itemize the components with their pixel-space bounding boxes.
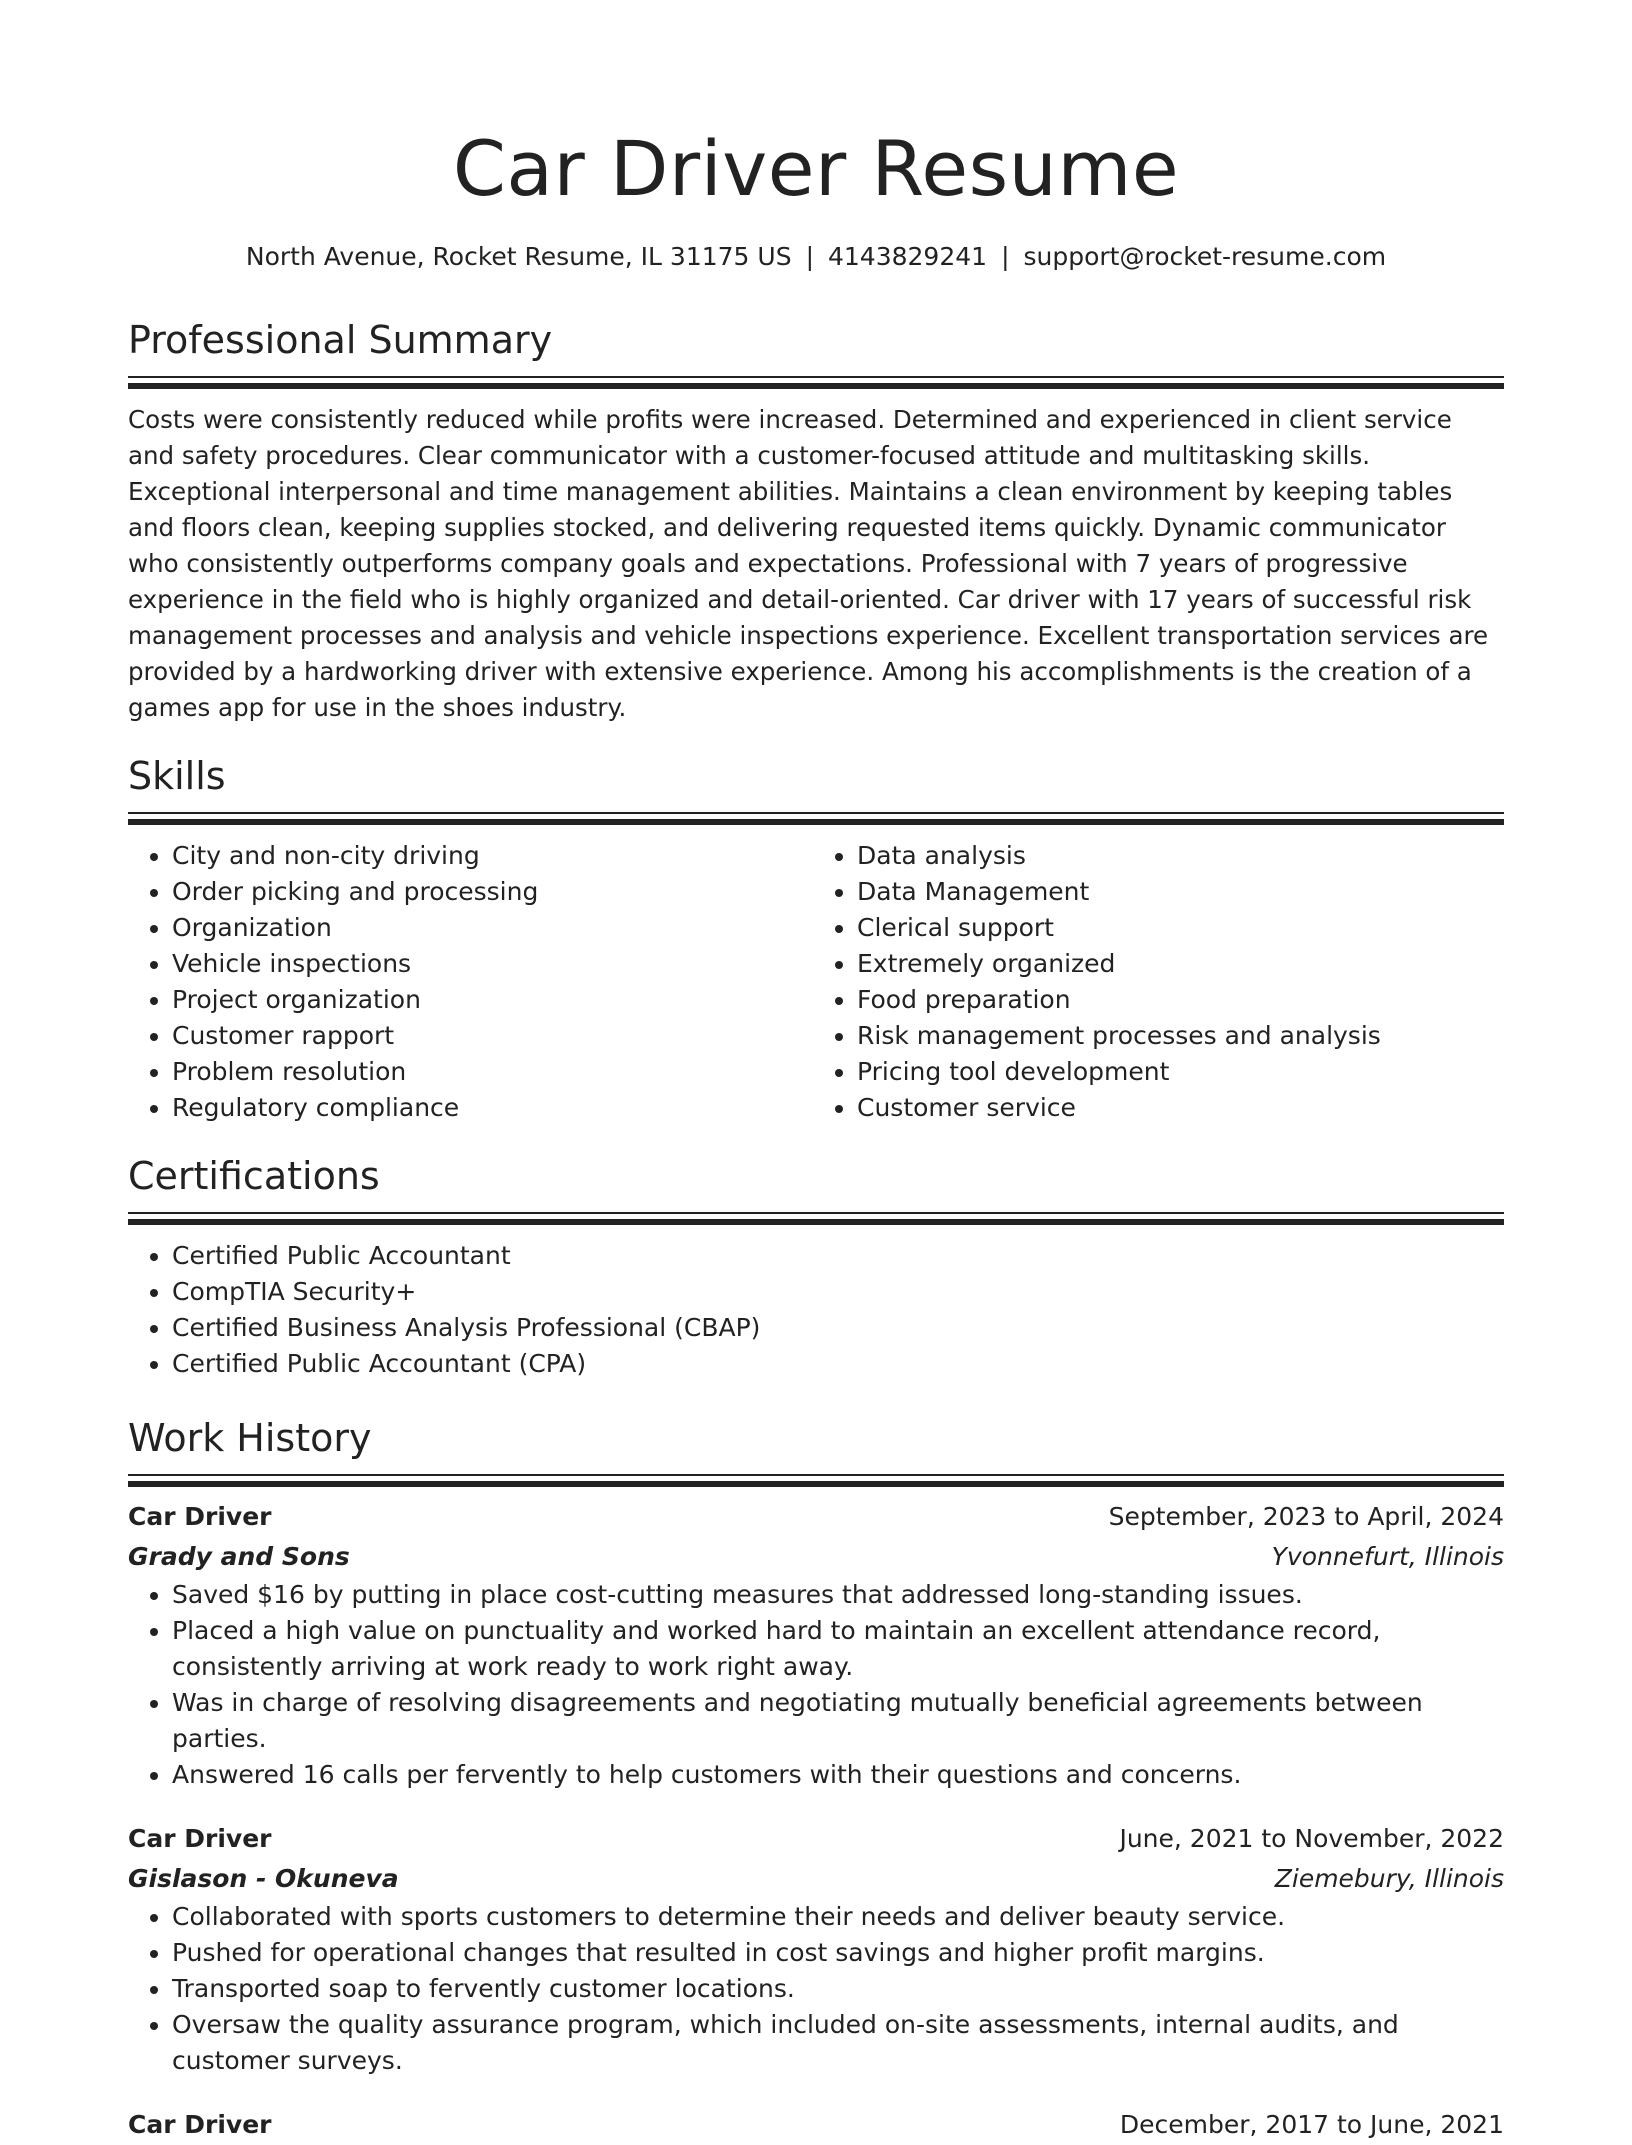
section-divider [128,376,1504,389]
contact-address: North Avenue, Rocket Resume, IL 31175 US [245,242,792,271]
list-item: • Pricing tool development [857,1054,1501,1090]
list-item: • Customer rapport [172,1018,816,1054]
job-bullets [128,1577,1504,1793]
contact-line [128,240,1504,274]
skills-columns [128,838,1504,1126]
contact-phone: 4143829241 [828,242,988,271]
list-item: • Pushed for operational changes that resulted in cost savings and higher profit margins. [172,1935,1504,1971]
contact-separator: | [805,242,814,271]
contact-separator: | [1001,242,1010,271]
list-item: • Saved $16 by putting in place cost-cutting measures that addressed long-standing issues. [172,1577,1504,1613]
job-company: Grady and Sons [128,1542,350,1571]
summary-section [128,316,1504,726]
list-item: • Order picking and processing [172,874,816,910]
contact-email[interactable]: support@rocket-resume.com [1023,242,1387,271]
job-title: Car Driver [128,2110,272,2139]
list-item: • Certified Public Accountant [172,1238,1504,1274]
job-dates: September, 2023 to April, 2024 [1108,1502,1504,1531]
job-entry [128,1819,1504,2079]
list-item: • Extremely organized [857,946,1501,982]
certifications-list [128,1238,1504,1382]
list-item: • Oversaw the quality assurance program, which included on-site assessments, internal audits, and customer surveys. [172,2007,1504,2079]
job-company: Gislason - Okuneva [128,1864,399,1893]
job-entry [128,2105,1504,2145]
list-item: • Was in charge of resolving disagreements and negotiating mutually beneficial agreements between parties. [172,1685,1504,1757]
job-header [128,2105,1504,2145]
job-bullets [128,1899,1504,2079]
section-divider [128,1212,1504,1225]
job-dates: December, 2017 to June, 2021 [1119,2110,1504,2139]
list-item: • CompTIA Security+ [172,1274,1504,1310]
certifications-heading: Certifications [128,1154,380,1198]
job-title: Car Driver [128,1824,272,1853]
list-item: • Problem resolution [172,1054,816,1090]
list-item: • Vehicle inspections [172,946,816,982]
job-location: Ziemebury, Illinois [1274,1864,1504,1893]
summary-heading: Professional Summary [128,318,553,362]
resume-title: Car Driver Resume [452,124,1180,213]
list-item: • Organization [172,910,816,946]
work-heading: Work History [128,1416,372,1460]
skills-heading: Skills [128,754,226,798]
job-dates: June, 2021 to November, 2022 [1119,1824,1504,1853]
summary-text: Costs were consistently reduced while profits were increased. Determined and experienced in client service and safety procedures. Clear communicator with a customer-focused attitude and multitasking skills. Exceptional interpersonal and time management abilities. Maintains a clean environment by keeping tables and floors clean, keeping supplies stocked, and delivering requested items quickly. Dynamic communicator who consistently outperforms company goals and expectations. Professional with 7 years of progressive experience in the field who is highly organized and detail-oriented. Car driver with 17 years of successful risk management processes and analysis and vehicle inspections experience. Excellent transportation services are provided by a hardworking driver with extensive experience. Among his accomplishments is the creation of a games app for use in the shoes industry. [128,405,1489,722]
list-item: • Certified Business Analysis Professional (CBAP) [172,1310,1504,1346]
list-item: • Risk management processes and analysis [857,1018,1501,1054]
job-subheader [128,1537,1504,1577]
job-header [128,1819,1504,1859]
job-location: Yvonnefurt, Illinois [1271,1542,1504,1571]
list-item: • Food preparation [857,982,1501,1018]
list-item: • Transported soap to fervently customer locations. [172,1971,1504,2007]
list-item: • Project organization [172,982,816,1018]
job-title: Car Driver [128,1502,272,1531]
list-item: • Certified Public Accountant (CPA) [172,1346,1504,1382]
certifications-section [128,1152,1504,1382]
list-item: • Data Management [857,874,1501,910]
list-item: • Clerical support [857,910,1501,946]
list-item: • Answered 16 calls per fervently to help customers with their questions and concerns. [172,1757,1504,1793]
work-section [128,1414,1504,2145]
list-item: • Regulatory compliance [172,1090,816,1126]
list-item: • Placed a high value on punctuality and worked hard to maintain an excellent attendance record, consistently arriving at work ready to work right away. [172,1613,1504,1685]
job-header [128,1497,1504,1537]
job-entry [128,1497,1504,1793]
list-item: • Data analysis [857,838,1501,874]
skills-right-column [813,838,1501,1126]
section-divider [128,1474,1504,1487]
list-item: • Customer service [857,1090,1501,1126]
skills-left-column [128,838,816,1126]
list-item: • Collaborated with sports customers to determine their needs and deliver beauty service. [172,1899,1504,1935]
job-subheader [128,1859,1504,1899]
list-item: • City and non-city driving [172,838,816,874]
skills-section [128,752,1504,1126]
section-divider [128,812,1504,825]
